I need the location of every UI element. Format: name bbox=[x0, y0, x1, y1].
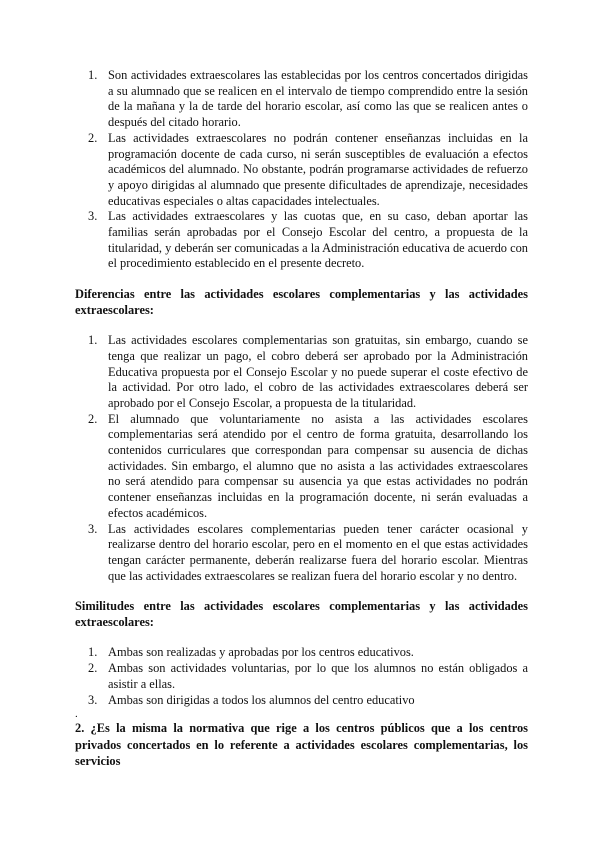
list-item bbox=[75, 209, 528, 272]
list-item bbox=[75, 68, 528, 131]
similarities-list bbox=[75, 645, 528, 708]
list-item-text: Las actividades extraescolares y las cuotas que, en su caso, deban aportar las familias serán aprobadas por el Consejo Escolar del centro, a propuesta de la titularidad, y deberán ser comunicadas a la Administración educativa de acuerdo con el procedimiento establecido en el presente decreto. bbox=[108, 209, 528, 271]
list-item bbox=[75, 131, 528, 210]
list-number: 2. bbox=[88, 411, 98, 426]
list-item bbox=[75, 412, 528, 522]
list-item-text: Las actividades escolares complementarias pueden tener carácter ocasional y realizarse dentro del horario escolar, pero en el momento en el que estas actividades tengan carácter permanente, deberán realizarse fuera del horario escolar. Mientras que las actividades extraescolares se realizan fuera del horario escolar y no dentro. bbox=[108, 521, 528, 583]
list-item-text: Ambas son dirigidas a todos los alumnos del centro educativo bbox=[108, 692, 415, 707]
list-number: 1. bbox=[88, 645, 98, 660]
list-item-text: Las actividades extraescolares no podrán contener enseñanzas incluidas en la programación docente de cada curso, ni serán susceptibles de evaluación a efectos académicos del alumnado. No obstante, podrán programarse actividades de refuerzo y apoyo dirigidas al alumnado que presente dificultades de aprendizaje, necesidades educativas especiales o altas capacidades intelectuales. bbox=[108, 130, 528, 208]
question-heading: 2. ¿Es la misma la normativa que rige a los centros públicos que a los centros privados concertados en lo referente a actividades escolares complementarias, los servicios bbox=[75, 721, 528, 769]
list-number: 3. bbox=[88, 521, 98, 536]
list-item bbox=[75, 333, 528, 412]
extracurricular-definition-list bbox=[75, 68, 528, 272]
differences-list bbox=[75, 333, 528, 584]
list-item-text: Las actividades escolares complementarias son gratuitas, sin embargo, cuando se tenga que realizar un pago, el cobro deberá ser aprobado por la Administración Educativa propuesta por el Consejo Escolar y no puede superar el coste efectivo de la actividad. Por otro lado, el cobro de las actividades extraescolares deberá ser aprobado por el Consejo Escolar, a propuesta de la titularidad. bbox=[108, 333, 528, 410]
list-item bbox=[75, 661, 528, 692]
list-number: 3. bbox=[88, 209, 98, 224]
similarities-heading: Similitudes entre las actividades escolares complementarias y las actividades extraescolares: bbox=[75, 599, 528, 630]
list-item-text: Ambas son realizadas y aprobadas por los centros educativos. bbox=[108, 645, 414, 660]
list-number: 3. bbox=[88, 692, 98, 707]
list-number: 1. bbox=[88, 333, 98, 348]
list-item bbox=[75, 645, 528, 661]
list-number: 2. bbox=[88, 661, 98, 676]
differences-heading: Diferencias entre las actividades escolares complementarias y las actividades extraescolares: bbox=[75, 287, 528, 318]
list-item bbox=[75, 522, 528, 585]
list-item-text: Son actividades extraescolares las establecidas por los centros concertados dirigidas a su alumnado que se realicen en el intervalo de tiempo comprendido entre la sesión de la mañana y la de tarde del horario escolar, así como las que se realicen antes o después del citado horario. bbox=[108, 68, 528, 130]
list-item-text: Ambas son actividades voluntarias, por lo que los alumnos no están obligados a asistir a ellas. bbox=[108, 661, 528, 691]
list-item bbox=[75, 693, 528, 709]
list-item-text: El alumnado que voluntariamente no asista a las actividades escolares complementarias será atendido por el centro de forma gratuita, desarrollando los contenidos curriculares que correspondan para compensar su ausencia de dichas actividades. Sin embargo, el alumno que no asista a las actividades extraescolares no será atendido para compensar su ausencia ya que estas actividades no podrán contener enseñanzas incluidas en la programación docente, ni serán evaluadas a efectos académicos. bbox=[108, 411, 528, 520]
separator-dot: . bbox=[75, 708, 78, 721]
list-number: 1. bbox=[88, 68, 98, 82]
list-number: 2. bbox=[88, 130, 98, 145]
